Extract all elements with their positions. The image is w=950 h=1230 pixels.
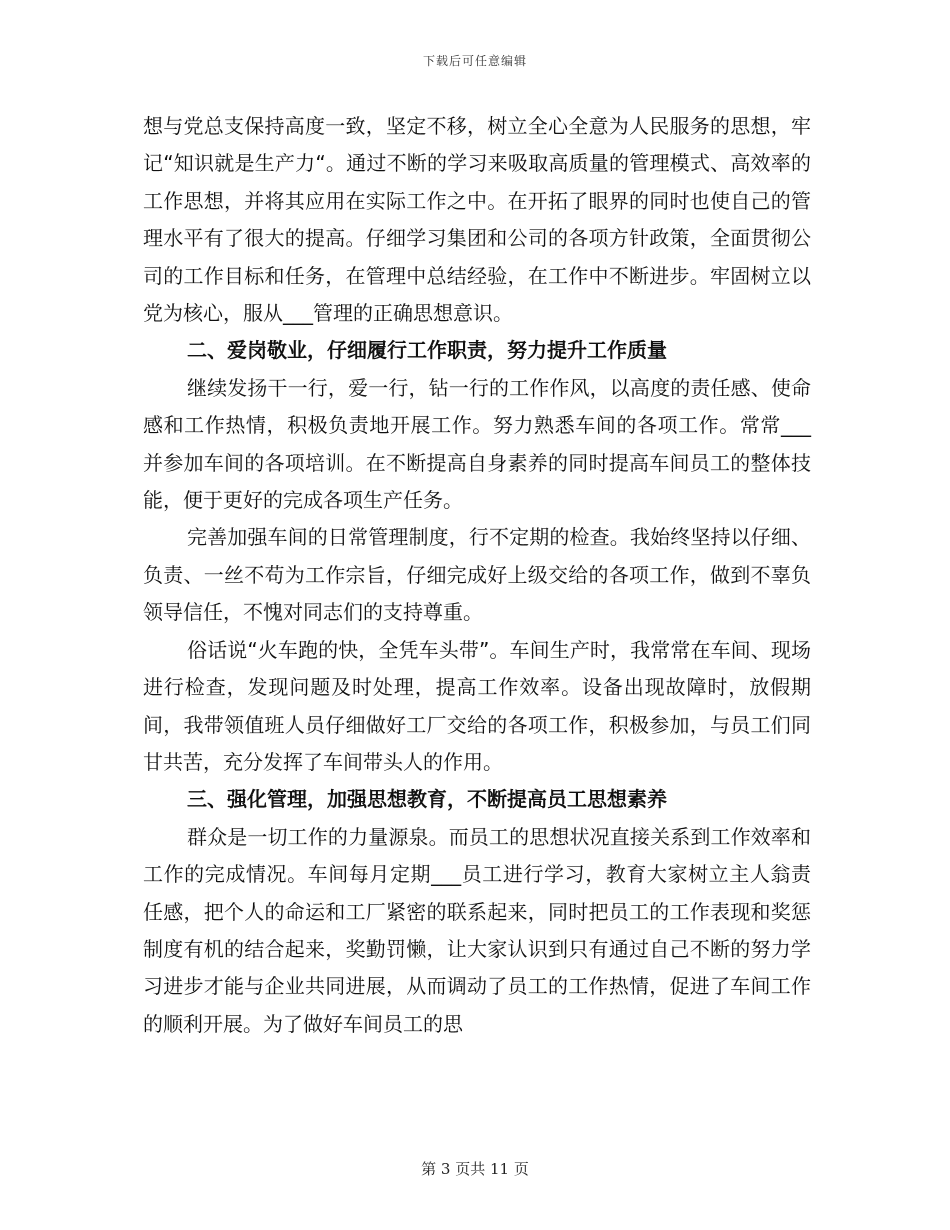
section-heading: 三、强化管理，加强思想教育，不断提高员工思想素养 — [187, 787, 667, 812]
page-footer: 第 3 页共 11 页 — [421, 1160, 529, 1178]
paragraph-continuation: 想与党总支保持高度一致，坚定不移，树立全心全意为人民服务的思想，牢记“知识就是生产力“。通过不断的学习来吸取高质量的管理模式、高效率的工作思想，并将其应用在实际工作之中。在开拓了眼界的同时也使自己的管理水平有了很大的提高。仔细学习集团和公司的各项方针政策，全面贯彻公司的工作目标和任务，在管理中总结经验，在工作中不断进步。牢固树立以党为核心，服从___管理的正确思想意识。 — [143, 114, 811, 326]
document-body — [143, 108, 811, 1043]
page-header: 下载后可任意编辑 — [422, 54, 527, 68]
paragraph: 群众是一切工作的力量源泉。而员工的思想状况直接关系到工作效率和工作的完成情况。车间每月定期___员工进行学习，教育大家树立主人翁责任感，把个人的命运和工厂紧密的联系起来，同时把员工的工作表现和奖惩制度有机的结合起来，奖勤罚懒，让大家认识到只有通过自己不断的努力学习进步才能与企业共同进展，从而调动了员工的工作热情，促进了车间工作的顺利开展。为了做好车间员工的思 — [143, 824, 811, 1036]
paragraph: 完善加强车间的日常管理制度，行不定期的检查。我始终坚持以仔细、负责、一丝不苟为工作宗旨，仔细完成好上级交给的各项工作，做到不辜负领导信任，不愧对同志们的支持尊重。 — [143, 525, 811, 625]
section-heading: 二、爱岗敬业，仔细履行工作职责，努力提升工作质量 — [187, 338, 667, 363]
paragraph: 继续发扬干一行，爱一行，钻一行的工作作风，以高度的责任感、使命感和工作热情，积极负责地开展工作。努力熟悉车间的各项工作。常常___并参加车间的各项培训。在不断提高自身素养的同时提高车间员工的整体技能，便于更好的完成各项生产任务。 — [143, 375, 811, 513]
paragraph: 俗话说“火车跑的快，全凭车头带”。车间生产时，我常常在车间、现场进行检查，发现问题及时处理，提高工作效率。设备出现故障时，放假期间，我带领值班人员仔细做好工厂交给的各项工作，积极参加，与员工们同甘共苦，充分发挥了车间带头人的作用。 — [143, 637, 811, 774]
